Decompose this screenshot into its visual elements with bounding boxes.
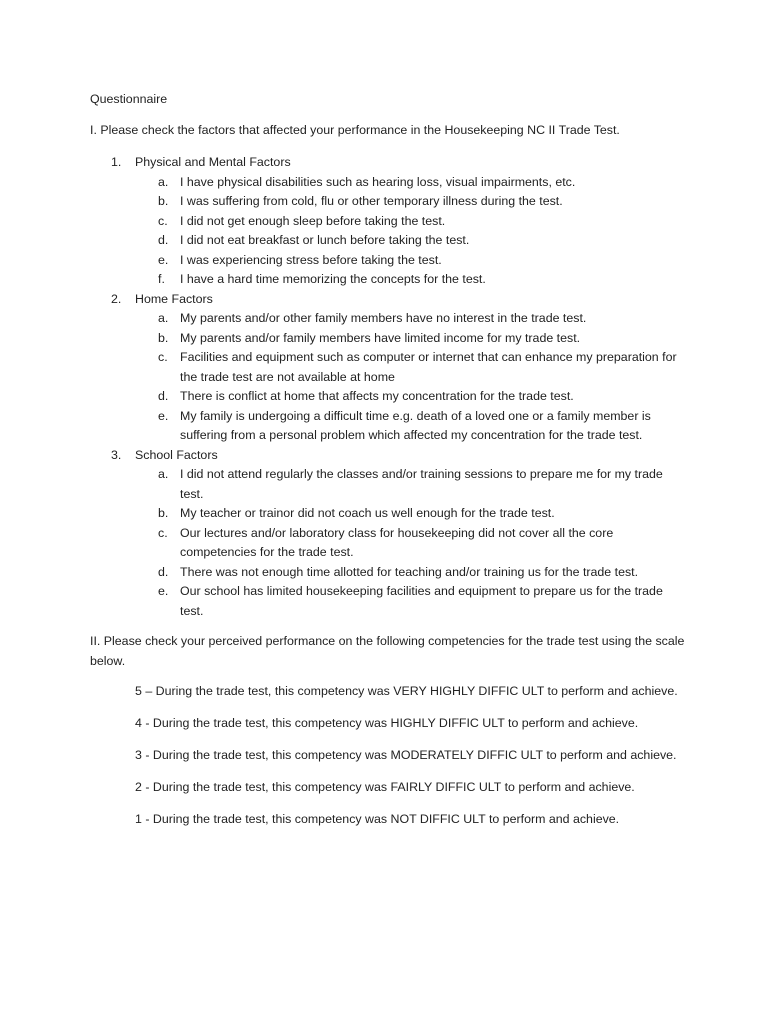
- item-text: I was experiencing stress before taking the test.: [180, 252, 442, 267]
- list-item: [90, 348, 690, 387]
- item-letter: a.: [158, 174, 169, 189]
- section-number: 3.: [111, 447, 122, 462]
- list-item: [90, 582, 690, 621]
- part2-heading: II. Please check your perceived performance on the following competencies for the trade test using the scale below.: [90, 634, 685, 668]
- part1-heading: I. Please check the factors that affected your performance in the Housekeeping NC II Trade Test.: [90, 123, 620, 137]
- section-heading: [90, 446, 690, 466]
- item-letter: f.: [158, 272, 165, 286]
- item-text: There is conflict at home that affects my concentration for the trade test.: [180, 389, 574, 403]
- section-heading: [90, 290, 690, 310]
- list-item: [90, 563, 690, 583]
- item-letter: c.: [158, 213, 168, 228]
- item-text: My teacher or trainor did not coach us well enough for the trade test.: [180, 506, 555, 520]
- item-text: I was suffering from cold, flu or other temporary illness during the test.: [180, 194, 563, 208]
- item-letter: c.: [158, 350, 168, 364]
- factor-sections: [90, 153, 690, 621]
- item-text: My parents and/or other family members have no interest in the trade test.: [180, 311, 587, 325]
- item-text: I did not attend regularly the classes and/or training sessions to prepare me for my trade test.: [180, 467, 663, 501]
- section-title: Physical and Mental Factors: [135, 155, 291, 169]
- item-letter: c.: [158, 525, 168, 540]
- item-text: Facilities and equipment such as computer or internet that can enhance my preparation for the trade test are not available at home: [180, 350, 677, 384]
- list-item: [90, 173, 690, 193]
- section-number: 1.: [111, 155, 122, 169]
- item-text: I did not eat breakfast or lunch before taking the test.: [180, 233, 470, 247]
- item-letter: b.: [158, 194, 169, 208]
- item-text: Our lectures and/or laboratory class for housekeeping did not cover all the core competencies for the trade test.: [180, 525, 614, 559]
- scale-item: 2 - During the trade test, this competency was FAIRLY DIFFIC ULT to perform and achieve.: [135, 780, 635, 794]
- item-text: There was not enough time allotted for teaching and/or training us for the trade test.: [180, 564, 639, 579]
- list-item: [90, 329, 690, 349]
- item-letter: a.: [158, 467, 169, 481]
- item-text: My family is undergoing a difficult time e.g. death of a loved one or a family member is suffering from a personal problem which affected my concentration for the trade test.: [180, 408, 651, 442]
- item-letter: d.: [158, 564, 169, 579]
- item-letter: b.: [158, 330, 169, 345]
- list-item: [90, 407, 690, 446]
- list-item: [90, 251, 690, 271]
- section-heading: [90, 153, 690, 173]
- item-letter: b.: [158, 506, 169, 520]
- item-letter: d.: [158, 233, 169, 247]
- list-item: [90, 192, 690, 212]
- list-item: [90, 309, 690, 329]
- item-text: I did not get enough sleep before taking the test.: [180, 213, 446, 228]
- page-title: Questionnaire: [90, 92, 168, 106]
- scale-item: 1 - During the trade test, this competency was NOT DIFFIC ULT to perform and achieve.: [135, 812, 620, 826]
- scale-item: 5 – During the trade test, this competency was VERY HIGHLY DIFFIC ULT to perform and achieve.: [135, 684, 678, 698]
- list-item: [90, 465, 690, 504]
- list-item: [90, 387, 690, 407]
- item-letter: e.: [158, 252, 169, 267]
- list-item: [90, 524, 690, 563]
- item-letter: a.: [158, 311, 169, 325]
- scale-item: 3 - During the trade test, this competency was MODERATELY DIFFIC ULT to perform and achieve.: [135, 748, 677, 762]
- item-text: I have a hard time memorizing the concepts for the test.: [180, 272, 486, 286]
- item-letter: e.: [158, 584, 169, 598]
- list-item: [90, 212, 690, 232]
- section-title: Home Factors: [135, 291, 213, 306]
- list-item: [90, 231, 690, 251]
- scale-item: 4 - During the trade test, this competency was HIGHLY DIFFIC ULT to perform and achieve.: [135, 716, 639, 730]
- section-title: School Factors: [135, 447, 218, 462]
- item-letter: d.: [158, 389, 169, 403]
- rating-scale: [135, 682, 735, 842]
- section-number: 2.: [111, 291, 122, 306]
- item-text: Our school has limited housekeeping facilities and equipment to prepare us for the trade test.: [180, 584, 663, 618]
- item-text: My parents and/or family members have limited income for my trade test.: [180, 330, 581, 345]
- list-item: [90, 270, 690, 290]
- item-letter: e.: [158, 408, 169, 423]
- list-item: [90, 504, 690, 524]
- item-text: I have physical disabilities such as hearing loss, visual impairments, etc.: [180, 174, 576, 189]
